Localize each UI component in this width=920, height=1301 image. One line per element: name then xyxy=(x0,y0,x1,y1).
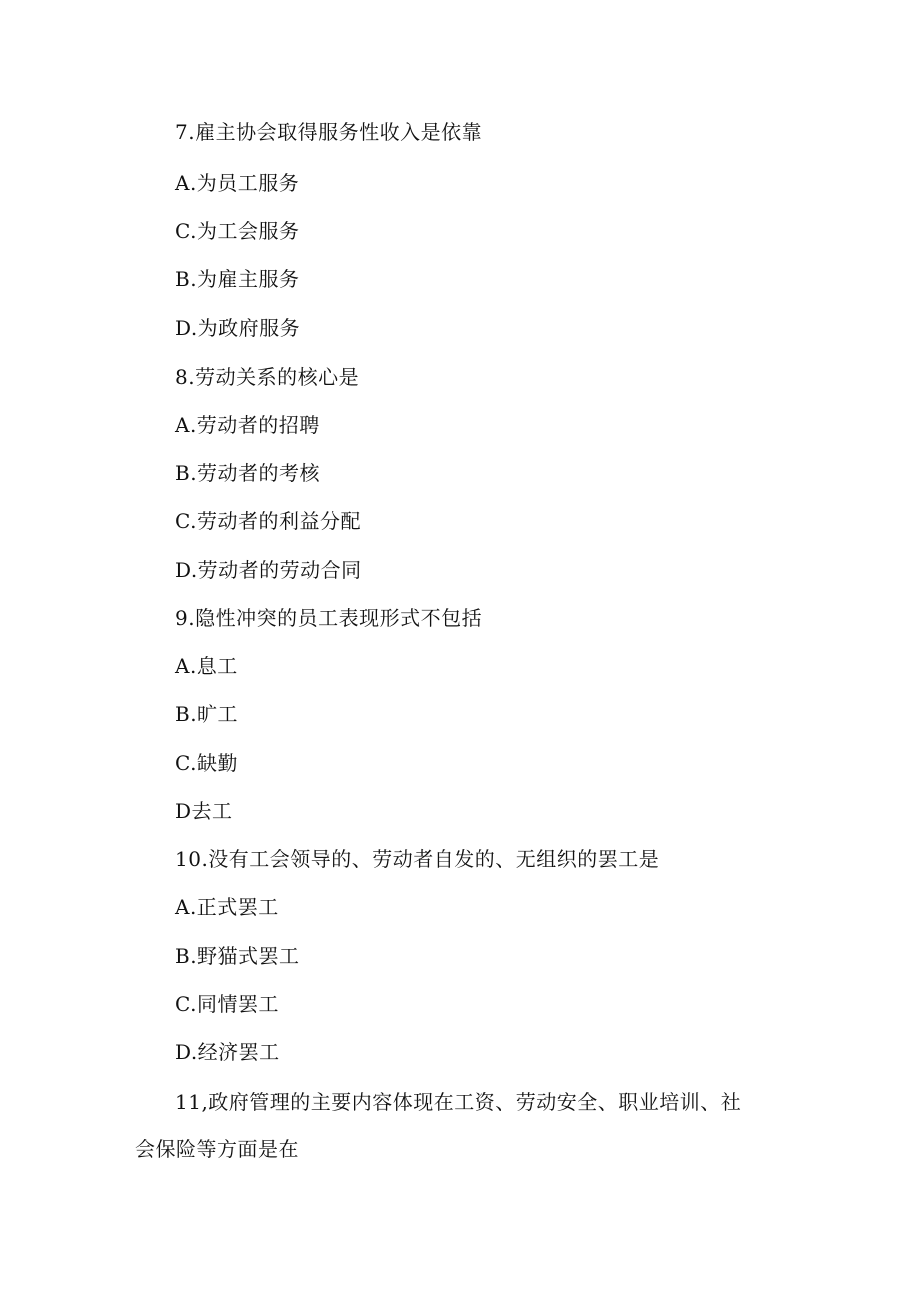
question-8-option-b: B.劳动者的考核 xyxy=(175,461,321,485)
question-9-stem: 9.隐性冲突的员工表现形式不包括 xyxy=(175,606,483,630)
question-9-option-b: B.旷工 xyxy=(175,702,239,726)
question-9-option-d: D去工 xyxy=(175,799,233,823)
question-7-stem: 7.雇主协会取得服务性收入是依靠 xyxy=(175,120,483,144)
question-7-option-b: B.为雇主服务 xyxy=(175,267,300,291)
question-9-option-c: C.缺勤 xyxy=(175,751,238,775)
question-7-option-c: C.为工会服务 xyxy=(175,219,300,243)
question-10-option-a: A.正式罢工 xyxy=(175,895,279,919)
question-9-option-a: A.息工 xyxy=(175,654,238,678)
question-11-stem-continuation: 会保险等方面是在 xyxy=(135,1137,299,1161)
question-10-stem: 10.没有工会领导的、劳动者自发的、无组织的罢工是 xyxy=(175,847,660,871)
question-8-option-a: A.劳动者的招聘 xyxy=(175,413,320,437)
question-10-option-b: B.野猫式罢工 xyxy=(175,944,300,968)
question-7-option-d: D.为政府服务 xyxy=(175,316,301,340)
question-8-option-d: D.劳动者的劳动合同 xyxy=(175,558,362,582)
question-8-stem: 8.劳动关系的核心是 xyxy=(175,365,360,389)
question-10-option-d: D.经济罢工 xyxy=(175,1040,280,1064)
question-10-option-c: C.同情罢工 xyxy=(175,992,279,1016)
question-11-stem: 11,政府管理的主要内容体现在工资、劳动安全、职业培训、社 xyxy=(175,1090,742,1114)
question-8-option-c: C.劳动者的利益分配 xyxy=(175,509,361,533)
question-7-option-a: A.为员工服务 xyxy=(175,171,300,195)
